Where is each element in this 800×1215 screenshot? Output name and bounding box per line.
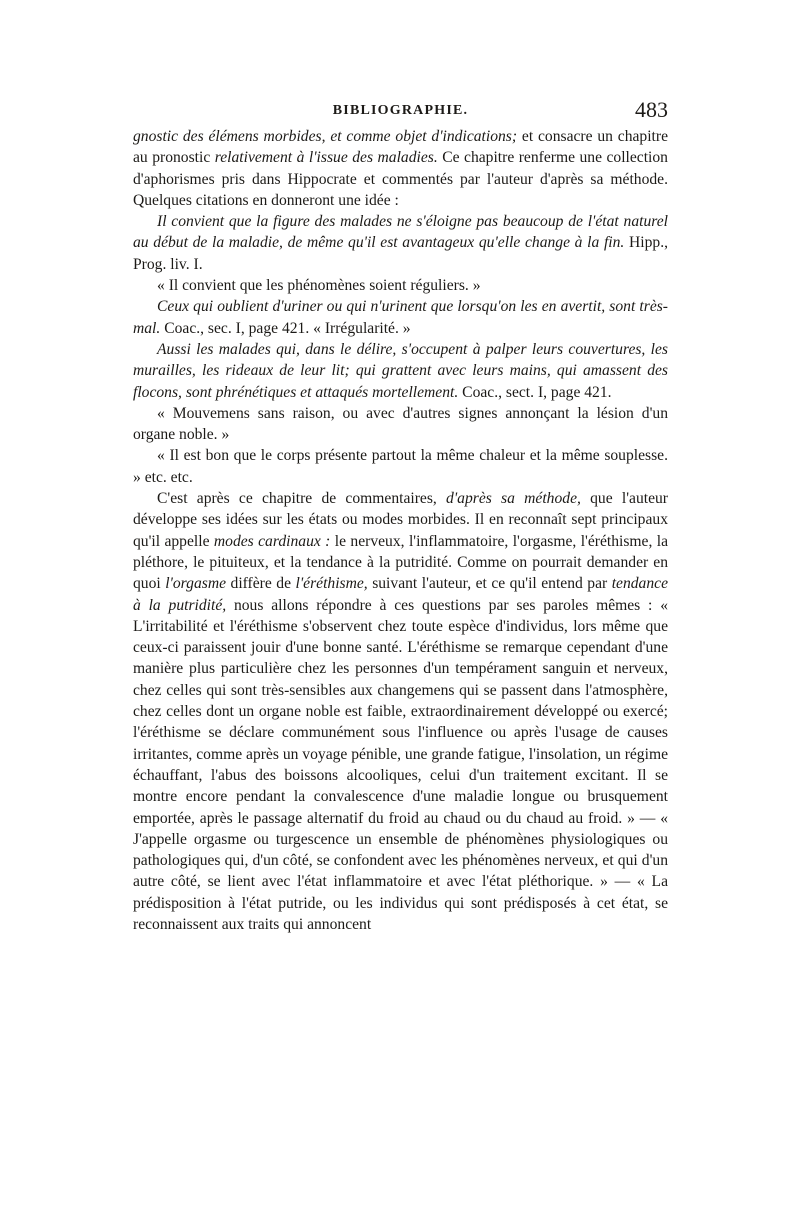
text-span: que l'auteur développe ses idées sur les états ou modes morbides. Il en reconnaît sept principaux qu'il appelle	[133, 490, 668, 550]
text-span: le nerveux, l'inflammatoire, l'orgasme, l'éréthisme, la pléthore, le pituiteux, et la tendance à la putridité. Comme on pourrait demander en quoi	[133, 532, 668, 593]
italic-span: Aussi les malades qui, dans le délire, s'occupent à palper leurs couvertures, les murailles, les rideaux de leur lit; qui grattent avec leurs mains, qui amassent des flocons, sont phrénétiques et attaqués mortellement.	[133, 340, 668, 401]
text-span: C'est après ce chapitre de commentaires,	[157, 490, 447, 508]
paragraph-1	[133, 126, 668, 211]
paragraph-8	[133, 488, 668, 935]
text-span: Ce chapitre renferme une collection d'aphorismes pris dans Hippocrate et commentés par l'auteur d'après sa méthode. Quelques citations en donneront une idée :	[133, 149, 668, 209]
paragraph-5	[133, 339, 668, 403]
citation: Coac., sec. I, page 421. « Irrégularité. »	[160, 319, 411, 337]
paragraph-2	[133, 211, 668, 275]
text-span: et consacre un chapitre au pronostic	[133, 128, 668, 167]
italic-span: relativement à l'issue des maladies.	[214, 149, 438, 167]
running-head	[133, 97, 668, 127]
italic-span: l'orgasme	[165, 575, 227, 593]
text-span: suivant l'auteur, et ce qu'il entend par	[367, 575, 612, 593]
italic-span: Ceux qui oublient d'uriner ou qui n'urinent que lorsqu'on les en avertit, sont très-mal.	[133, 298, 668, 337]
page-number: 483	[635, 97, 668, 122]
italic-span: gnostic des élémens morbides, et comme objet d'indications;	[133, 128, 518, 145]
citation: Coac., sect. I, page 421.	[458, 383, 612, 401]
italic-span: tendance à la putridité,	[133, 575, 668, 614]
citation: Hipp., Prog. liv. I.	[133, 234, 668, 273]
italic-span: l'éréthisme,	[295, 575, 368, 593]
italic-span: modes cardinaux :	[213, 532, 331, 550]
running-title: BIBLIOGRAPHIE.	[332, 103, 469, 118]
italic-span: d'après sa méthode,	[446, 490, 581, 508]
paragraph-6: « Mouvemens sans raison, ou avec d'autres signes annonçant la lésion d'un organe noble. »	[133, 404, 668, 444]
italic-span: Il convient que la figure des malades ne s'éloigne pas beaucoup de l'état naturel au début de la maladie, de même qu'il est avantageux qu'elle change à la fin.	[133, 213, 668, 252]
paragraph-4	[133, 296, 668, 339]
text-span: nous allons répondre à ces questions par ses paroles mêmes : « L'irritabilité et l'éréthisme s'observent chez toute espèce d'individus, lors même que ceux-ci paraissent jouir d'une bonne santé. L'éréthisme se remarque cependant d'une manière plus particulière chez les personnes d'un tempérament sanguin et nerveux, chez celles qui sont très-sensibles aux changemens qui se passent dans l'atmosphère, chez celles dont un organe noble est faible, extraordinairement développé ou exercé; l'éréthisme se déclare communément sous l'influence ou après l'usage de causes irritantes, comme après un voyage pénible, une grande fatigue, l'insolation, un régime échauffant, l'abus des boissons alcooliques, celui d'un traitement excitant. Il se montre encore pendant la convalescence d'une maladie longue ou brusquement emportée, après le passage alternatif du froid au chaud ou du chaud au froid. » — « J'appelle orgasme ou turgescence un ensemble de phénomènes physiologiques ou pathologiques qui, d'un côté, se confondent avec les phénomènes nerveux, et qui d'un autre côté, se lient avec l'état inflammatoire et avec l'état pléthorique. » — « La prédisposition à l'état putride, ou les individus qui sont prédisposés à cet état, se reconnaissent aux traits qui annoncent	[133, 596, 668, 933]
paragraph-3: « Il convient que les phénomènes soient réguliers. »	[157, 277, 481, 295]
text-block	[133, 126, 668, 935]
paragraph-7: « Il est bon que le corps présente partout la même chaleur et la même souplesse. » etc. etc.	[133, 447, 668, 486]
text-span: diffère de	[226, 575, 296, 593]
